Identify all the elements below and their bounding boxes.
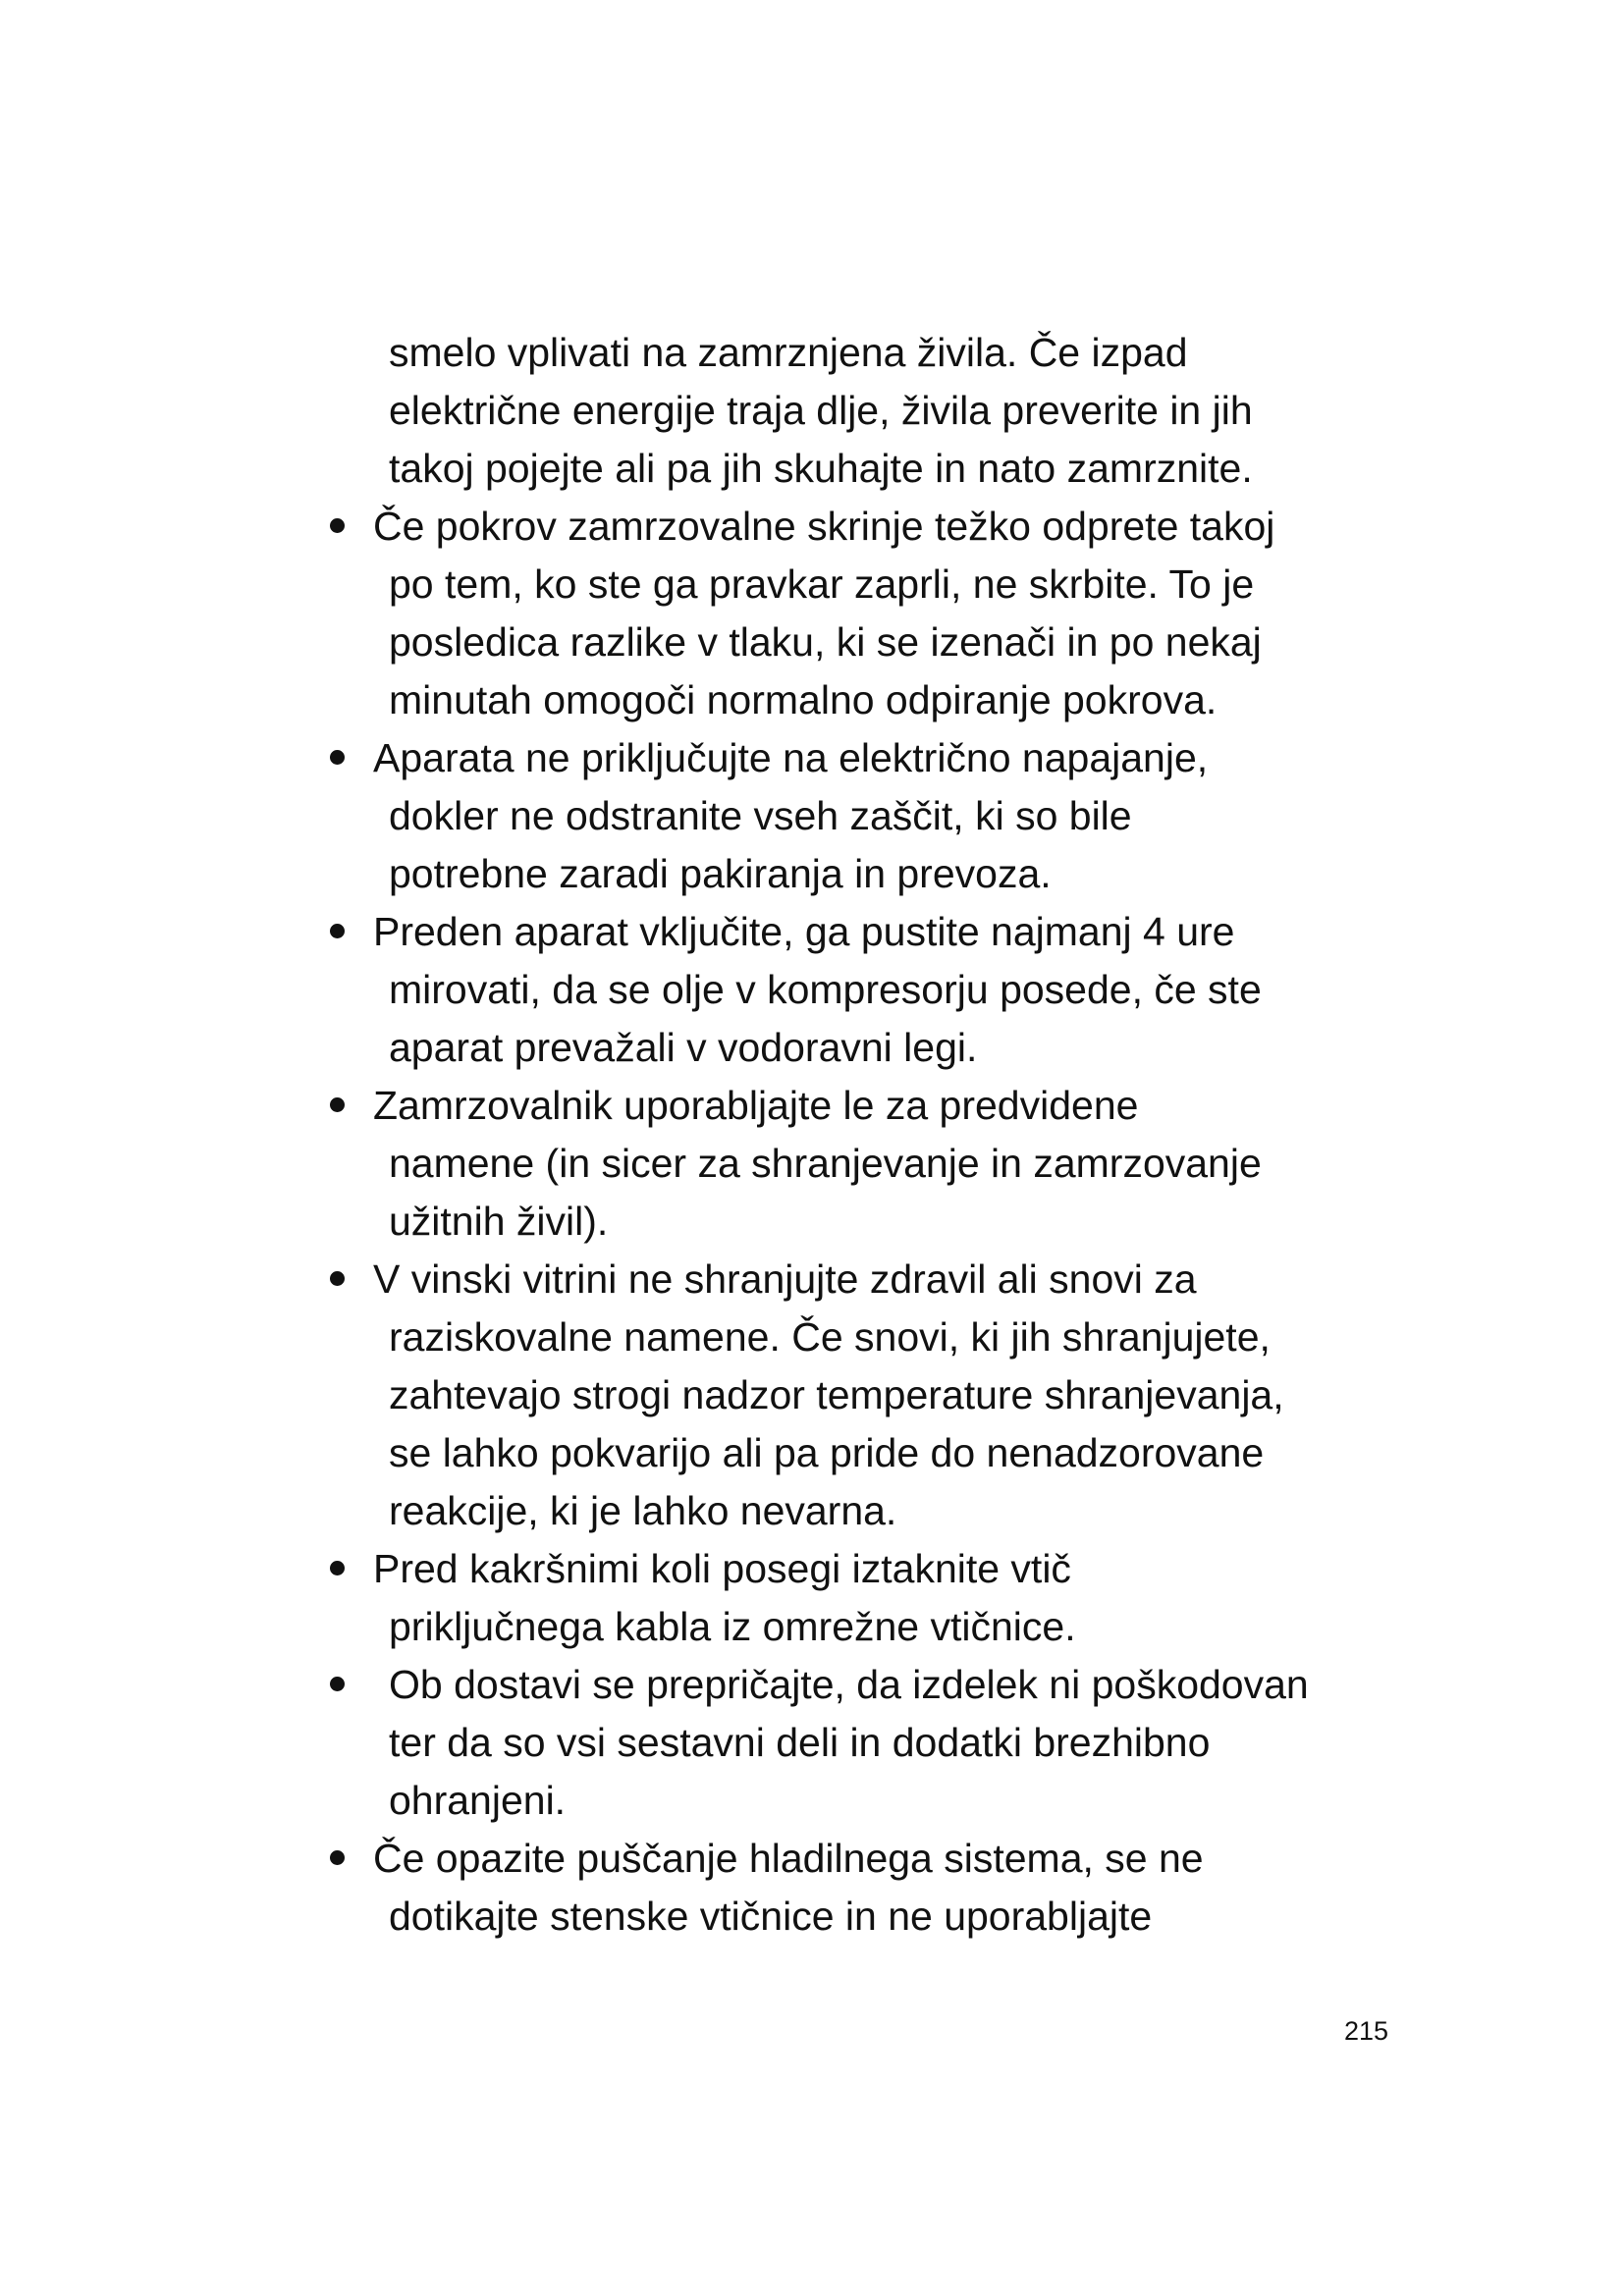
page-number: 215	[1343, 2016, 1388, 2046]
bullet-item	[324, 1656, 1384, 1830]
bullet-dot-icon	[330, 1677, 345, 1691]
bullet-item-first-line: Aparata ne priključujte na električno napajanje,	[373, 735, 1209, 780]
bullet-dot-icon	[330, 1097, 345, 1112]
bullet-item	[324, 498, 1384, 729]
bullet-item-rest: dokler ne odstranite vseh zaščit, ki so bile potrebne zaradi pakiranja in prevoza.	[389, 793, 1132, 896]
bullet-dot-icon	[330, 1850, 345, 1865]
bullet-item-first-line: Zamrzovalnik uporabljajte le za predvidene	[373, 1083, 1139, 1128]
bullet-item	[324, 1251, 1384, 1540]
bullet-item-rest: dotikajte stenske vtičnice in ne uporabljajte	[389, 1894, 1153, 1939]
bullet-dot-icon	[330, 1561, 345, 1575]
bullet-item	[324, 729, 1384, 903]
bullet-item	[324, 1540, 1384, 1656]
bullet-item-rest: namene (in sicer za shranjevanje in zamrzovanje užitnih živil).	[389, 1141, 1262, 1244]
bullet-item-rest: mirovati, da se olje v kompresorju posede, če ste aparat prevažali v vodoravni legi.	[389, 967, 1262, 1070]
bullet-item-first-line: Če opazite puščanje hladilnega sistema, se ne	[373, 1836, 1204, 1881]
bullet-item-rest: ter da so vsi sestavni deli in dodatki brezhibno ohranjeni.	[389, 1720, 1211, 1823]
bullet-item-rest: po tem, ko ste ga pravkar zaprli, ne skrbite. To je posledica razlike v tlaku, ki se izenači in po nekaj minutah omogoči normalno odpiranje pokrova.	[389, 561, 1262, 722]
bullet-list	[324, 498, 1384, 1946]
bullet-dot-icon	[330, 924, 345, 938]
bullet-item-rest: raziskovalne namene. Če snovi, ki jih shranjujete, zahtevajo strogi nadzor temperature shranjevanja, se lahko pokvarijo ali pa pride do nenadzorovane reakcije, ki je lahko nevarna.	[389, 1314, 1284, 1533]
bullet-item-first-line: Ob dostavi se prepričajte, da izdelek ni poškodovan	[389, 1662, 1309, 1707]
page-content	[324, 324, 1384, 1946]
bullet-dot-icon	[330, 750, 345, 765]
bullet-dot-icon	[330, 518, 345, 533]
bullet-item-first-line: Preden aparat vključite, ga pustite najmanj 4 ure	[373, 909, 1235, 954]
bullet-item	[324, 1830, 1384, 1946]
bullet-item	[324, 1077, 1384, 1251]
bullet-item-first-line: Pred kakršnimi koli posegi iztaknite vtič	[373, 1546, 1071, 1591]
bullet-item-first-line: V vinski vitrini ne shranjujte zdravil ali snovi za	[373, 1256, 1197, 1302]
bullet-item	[324, 903, 1384, 1077]
bullet-item-first-line: Če pokrov zamrzovalne skrinje težko odprete takoj	[373, 504, 1275, 549]
bullet-item-rest: priključnega kabla iz omrežne vtičnice.	[389, 1604, 1076, 1649]
continuation-paragraph: smelo vplivati na zamrznjena živila. Če izpad električne energije traja dlje, živila preverite in jih takoj pojejte ali pa jih skuhajte in nato zamrznite.	[389, 330, 1253, 491]
bullet-dot-icon	[330, 1271, 345, 1286]
